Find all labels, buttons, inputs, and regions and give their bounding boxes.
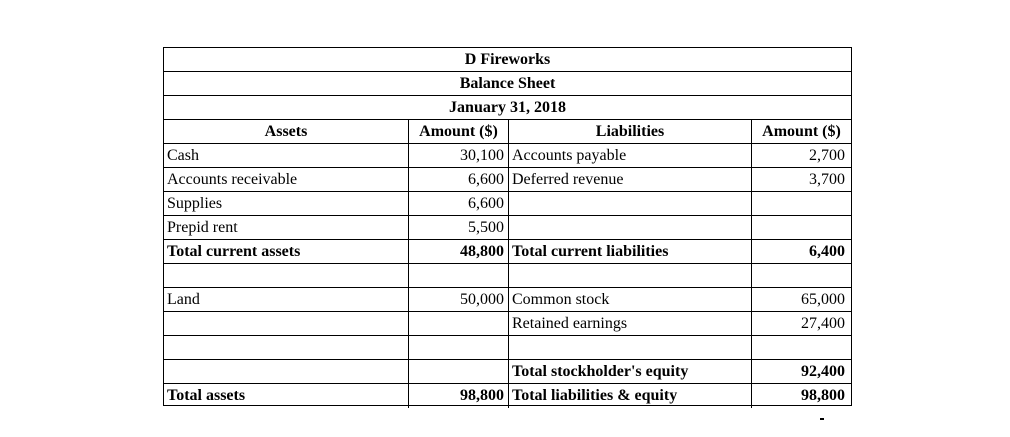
asset-label xyxy=(164,360,409,383)
amount-left-header: Amount ($) xyxy=(409,120,509,143)
title-row-date xyxy=(164,96,851,120)
asset-label xyxy=(164,264,409,287)
asset-amount: 50,000 xyxy=(409,288,509,311)
asset-label: Total assets xyxy=(164,384,409,408)
liability-amount xyxy=(752,336,851,359)
liability-label: Accounts payable xyxy=(509,144,752,167)
asset-amount: 6,600 xyxy=(409,168,509,191)
table-row-grand-total xyxy=(164,384,851,408)
asset-label: Cash xyxy=(164,144,409,167)
liability-amount xyxy=(752,264,851,287)
amount-right-header: Amount ($) xyxy=(762,123,841,140)
asset-label: Total current assets xyxy=(164,240,409,263)
asset-label: Land xyxy=(164,288,409,311)
asset-amount: 48,800 xyxy=(409,240,509,263)
liability-label: Retained earnings xyxy=(509,312,752,335)
asset-amount xyxy=(409,360,509,383)
liability-label xyxy=(509,264,752,287)
liability-label: Total stockholder's equity xyxy=(509,360,752,383)
asset-label: Supplies xyxy=(164,192,409,215)
liability-amount: 6,400 xyxy=(809,243,845,260)
asset-amount xyxy=(409,312,509,335)
statement-date: January 31, 2018 xyxy=(449,99,566,116)
liability-amount: 92,400 xyxy=(801,363,845,380)
title-row-statement xyxy=(164,72,851,96)
table-row xyxy=(164,192,851,216)
asset-amount xyxy=(409,264,509,287)
liability-amount: 2,700 xyxy=(809,147,845,164)
table-row xyxy=(164,216,851,240)
stray-dash-mark xyxy=(820,418,824,420)
table-row-spacer xyxy=(164,264,851,288)
table-row xyxy=(164,144,851,168)
table-row xyxy=(164,168,851,192)
liability-amount xyxy=(752,216,851,239)
liability-label xyxy=(509,216,752,239)
table-row xyxy=(164,288,851,312)
balance-sheet-table xyxy=(163,47,852,406)
liability-amount: 98,800 xyxy=(801,387,845,404)
liability-amount: 27,400 xyxy=(801,315,845,332)
title-row-company xyxy=(164,48,851,72)
asset-amount: 5,500 xyxy=(409,216,509,239)
asset-label: Prepid rent xyxy=(164,216,409,239)
asset-label xyxy=(164,312,409,335)
company-name: D Fireworks xyxy=(464,51,551,68)
table-row-spacer xyxy=(164,336,851,360)
table-row-total-current xyxy=(164,240,851,264)
asset-amount: 98,800 xyxy=(409,384,509,408)
asset-amount: 30,100 xyxy=(409,144,509,167)
liability-label: Total current liabilities xyxy=(509,240,752,263)
asset-label: Accounts receivable xyxy=(164,168,409,191)
header-row xyxy=(164,120,851,144)
liability-amount: 3,700 xyxy=(809,171,845,188)
table-row xyxy=(164,312,851,336)
liability-label: Total liabilities & equity xyxy=(509,384,752,408)
liabilities-header: Liabilities xyxy=(509,120,752,143)
table-row-equity-total xyxy=(164,360,851,384)
liability-label: Common stock xyxy=(509,288,752,311)
assets-header: Assets xyxy=(164,120,409,143)
asset-label xyxy=(164,336,409,359)
liability-label xyxy=(509,336,752,359)
liability-amount: 65,000 xyxy=(801,291,845,308)
liability-amount xyxy=(752,192,851,215)
liability-label: Deferred revenue xyxy=(509,168,752,191)
asset-amount xyxy=(409,336,509,359)
liability-label xyxy=(509,192,752,215)
asset-amount: 6,600 xyxy=(409,192,509,215)
statement-name: Balance Sheet xyxy=(459,75,556,92)
